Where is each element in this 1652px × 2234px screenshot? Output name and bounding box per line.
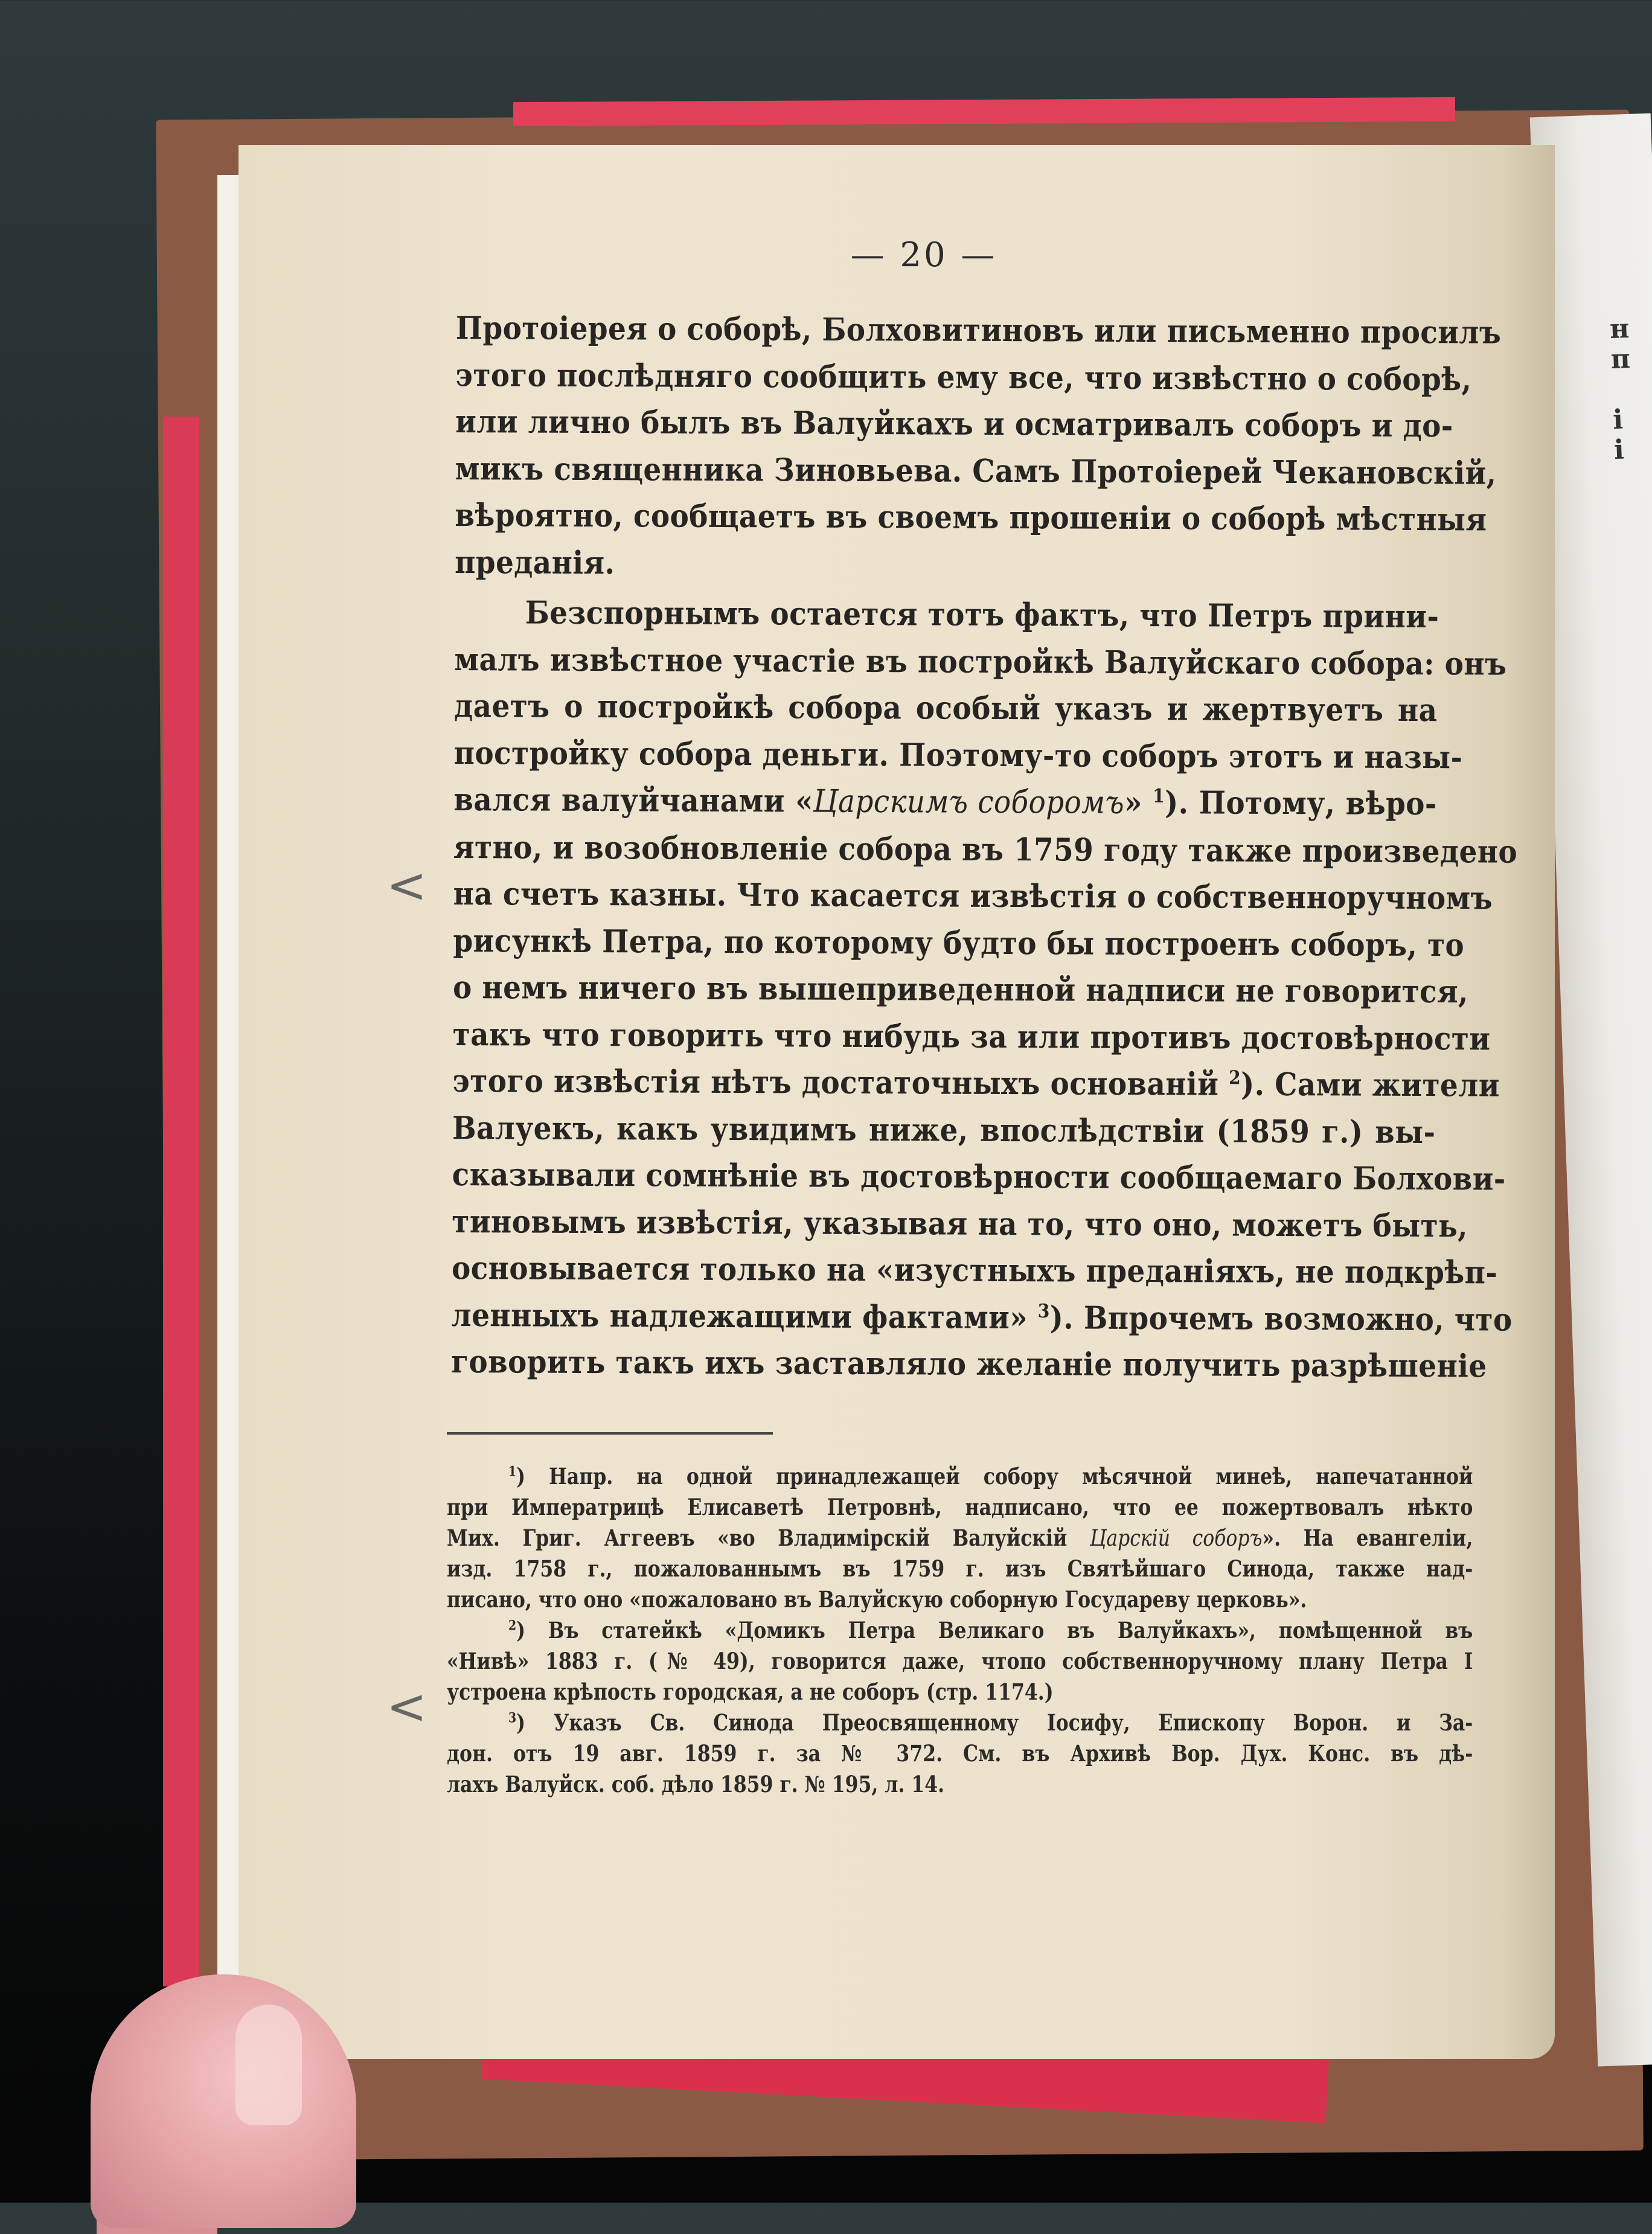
text-line bbox=[455, 445, 1497, 496]
footnote-line bbox=[447, 1492, 1473, 1523]
footnote-marker: 3 bbox=[1037, 1300, 1050, 1322]
thumbnail bbox=[235, 2005, 302, 2125]
text-run: ). Потому, вѣро- bbox=[1165, 784, 1437, 823]
text-line bbox=[451, 1245, 1498, 1296]
text-run: основывается только на «изустныхъ преданіяхъ, не подкрѣп- bbox=[451, 1249, 1498, 1291]
thumb bbox=[91, 1974, 356, 2228]
text-line bbox=[452, 1151, 1506, 1203]
text-run: ) Указъ Св. Синода Преосвященному Іосифу, Епископу Ворон. и За- bbox=[516, 1709, 1473, 1736]
text-run: ) Въ статейкѣ «Домикъ Петра Великаго въ Валуйкахъ», помѣщенной въ bbox=[516, 1617, 1473, 1643]
footnote-marker: 2 bbox=[1229, 1067, 1241, 1089]
text-run: Протоіерея о соборѣ, Болховитиновъ или письменно просилъ bbox=[455, 309, 1502, 351]
italic-text-run: Царскимъ соборомъ bbox=[813, 783, 1125, 821]
text-run: Безспорнымъ остается тотъ фактъ, что Петръ прини- bbox=[525, 594, 1439, 636]
text-line bbox=[453, 871, 1493, 922]
footnote-divider bbox=[447, 1432, 773, 1435]
text-line bbox=[453, 917, 1465, 968]
text-run: малъ извѣстное участіе въ постройкѣ Валуйскаго собора: онъ bbox=[454, 641, 1507, 683]
text-run: даетъ о постройкѣ собора особый указъ и жертвуетъ на bbox=[453, 687, 1438, 729]
text-run: этого извѣстія нѣтъ достаточныхъ основаній bbox=[452, 1062, 1229, 1103]
text-run: устроена крѣпость городская, а не соборъ (стр. 1174.) bbox=[447, 1679, 1054, 1705]
text-run: дон. отъ 19 авг. 1859 г. за № 372. См. въ Архивѣ Вор. Дух. Конс. въ дѣ- bbox=[447, 1740, 1473, 1767]
text-run: на счетъ казны. Что касается извѣстія о собственноручномъ bbox=[453, 875, 1493, 917]
text-line bbox=[455, 351, 1472, 403]
text-line bbox=[453, 824, 1518, 875]
text-run: тиновымъ извѣстія, указывая на то, что оно, можетъ быть, bbox=[452, 1203, 1468, 1244]
text-run: «Нивѣ» 1883 г. (№ 49), говорится даже, чтопо собственноручному плану Петра I bbox=[447, 1648, 1473, 1674]
text-run: ) Напр. на одной принадлежащей собору мѣсячной минеѣ, напечатанной bbox=[516, 1463, 1473, 1490]
text-run: вался валуйчанами « bbox=[453, 781, 813, 820]
pencil-margin-mark: < bbox=[386, 1679, 427, 1735]
text-line bbox=[455, 589, 1438, 641]
footnote-line bbox=[447, 1677, 1473, 1708]
text-run: говорить такъ ихъ заставляло желаніе получить разрѣшеніе bbox=[451, 1343, 1487, 1385]
footnote-line bbox=[447, 1646, 1473, 1677]
text-line bbox=[454, 636, 1507, 687]
text-line bbox=[452, 1058, 1500, 1109]
text-line bbox=[452, 1104, 1436, 1156]
footnote-line bbox=[447, 1738, 1473, 1769]
text-run: или лично былъ въ Валуйкахъ и осматривалъ соборъ и до- bbox=[455, 403, 1453, 445]
text-run: этого послѣдняго сообщить ему все, что извѣстно о соборѣ, bbox=[455, 356, 1472, 398]
cover-red-edge-left bbox=[163, 417, 199, 1986]
facing-page-fragment: і bbox=[1612, 404, 1624, 435]
footnote-line bbox=[447, 1461, 1473, 1492]
text-line bbox=[451, 1291, 1513, 1343]
facing-page-fragment: п bbox=[1610, 343, 1631, 376]
footnote-line bbox=[447, 1615, 1473, 1646]
text-run: при Императрицѣ Елисаветѣ Петровнѣ, надписано, что ее пожертвовалъ нѣкто bbox=[447, 1494, 1473, 1520]
text-run: писано, что оно «пожаловано въ Валуйскую соборную Государеву церковь». bbox=[447, 1586, 1307, 1613]
facing-page-fragment: і bbox=[1613, 434, 1625, 466]
text-line bbox=[455, 305, 1502, 356]
text-run: ). Впрочемъ возможно, что bbox=[1049, 1299, 1513, 1339]
body-text bbox=[451, 305, 1518, 1390]
text-line bbox=[455, 539, 1438, 590]
text-run: ). Сами жители bbox=[1240, 1066, 1500, 1104]
text-line bbox=[452, 964, 1468, 1016]
text-run: Мих. Григ. Аггеевъ «во Владимірскій Валуйскій bbox=[447, 1525, 1090, 1551]
facing-page-fragment: н bbox=[1609, 313, 1630, 345]
cover-red-edge-top bbox=[513, 97, 1455, 126]
footnote-marker: 1 bbox=[1153, 785, 1165, 807]
text-run: Валуекъ, какъ увидимъ ниже, впослѣдствіи (1859 г.) вы- bbox=[452, 1109, 1436, 1151]
pencil-margin-mark: < bbox=[386, 857, 427, 914]
text-line bbox=[453, 729, 1463, 781]
text-run: » bbox=[1124, 784, 1153, 822]
footnote-marker: 3 bbox=[508, 1710, 517, 1726]
text-line bbox=[455, 398, 1453, 450]
page-edge bbox=[217, 175, 242, 2047]
text-line bbox=[454, 683, 1438, 734]
text-line bbox=[452, 1011, 1491, 1062]
text-run: лахъ Валуйск. соб. дѣло 1859 г. № 195, л. 14. bbox=[447, 1771, 945, 1797]
footnote-line bbox=[447, 1769, 1473, 1800]
footnote-line bbox=[447, 1708, 1473, 1738]
footnote-marker: 1 bbox=[508, 1464, 517, 1480]
text-run: рисункѣ Петра, по которому будто бы построенъ соборъ, то bbox=[453, 922, 1465, 964]
footnote-marker: 2 bbox=[508, 1618, 517, 1634]
italic-text-run: Царскій соборъ bbox=[1089, 1525, 1263, 1551]
text-run: постройку собора деньги. Поэтому-то соборъ этотъ и назы- bbox=[453, 734, 1463, 776]
text-run: изд. 1758 г., пожалованнымъ въ 1759 г. изъ Святѣйшаго Синода, также над- bbox=[447, 1555, 1473, 1582]
page-number: — 20 — bbox=[850, 235, 997, 275]
text-run: вѣроятно, сообщаетъ въ своемъ прошеніи о соборѣ мѣстныя bbox=[455, 496, 1487, 539]
text-run: микъ священника Зиновьева. Самъ Протоіерей Чекановскій, bbox=[455, 450, 1497, 492]
text-line bbox=[452, 1198, 1468, 1249]
text-run: сказывали сомнѣніе въ достовѣрности сообщаемаго Болхови- bbox=[452, 1156, 1506, 1198]
footnote-line bbox=[447, 1554, 1473, 1584]
text-run: преданія. bbox=[455, 543, 615, 581]
text-run: о немъ ничего въ вышеприведенной надписи не говорится, bbox=[452, 968, 1468, 1011]
footnote-line bbox=[447, 1523, 1473, 1554]
text-run: ятно, и возобновленіе собора въ 1759 году также произведено bbox=[453, 828, 1518, 871]
text-run: такъ что говорить что нибудь за или противъ достовѣрности bbox=[452, 1016, 1491, 1057]
text-run: ». На евангеліи, bbox=[1262, 1525, 1473, 1551]
footnote-line bbox=[447, 1584, 1473, 1615]
text-line bbox=[451, 1339, 1487, 1390]
text-run: ленныхъ надлежащими фактами» bbox=[451, 1296, 1038, 1336]
text-line bbox=[453, 776, 1437, 828]
footnotes bbox=[447, 1461, 1473, 1800]
text-line bbox=[455, 492, 1487, 543]
